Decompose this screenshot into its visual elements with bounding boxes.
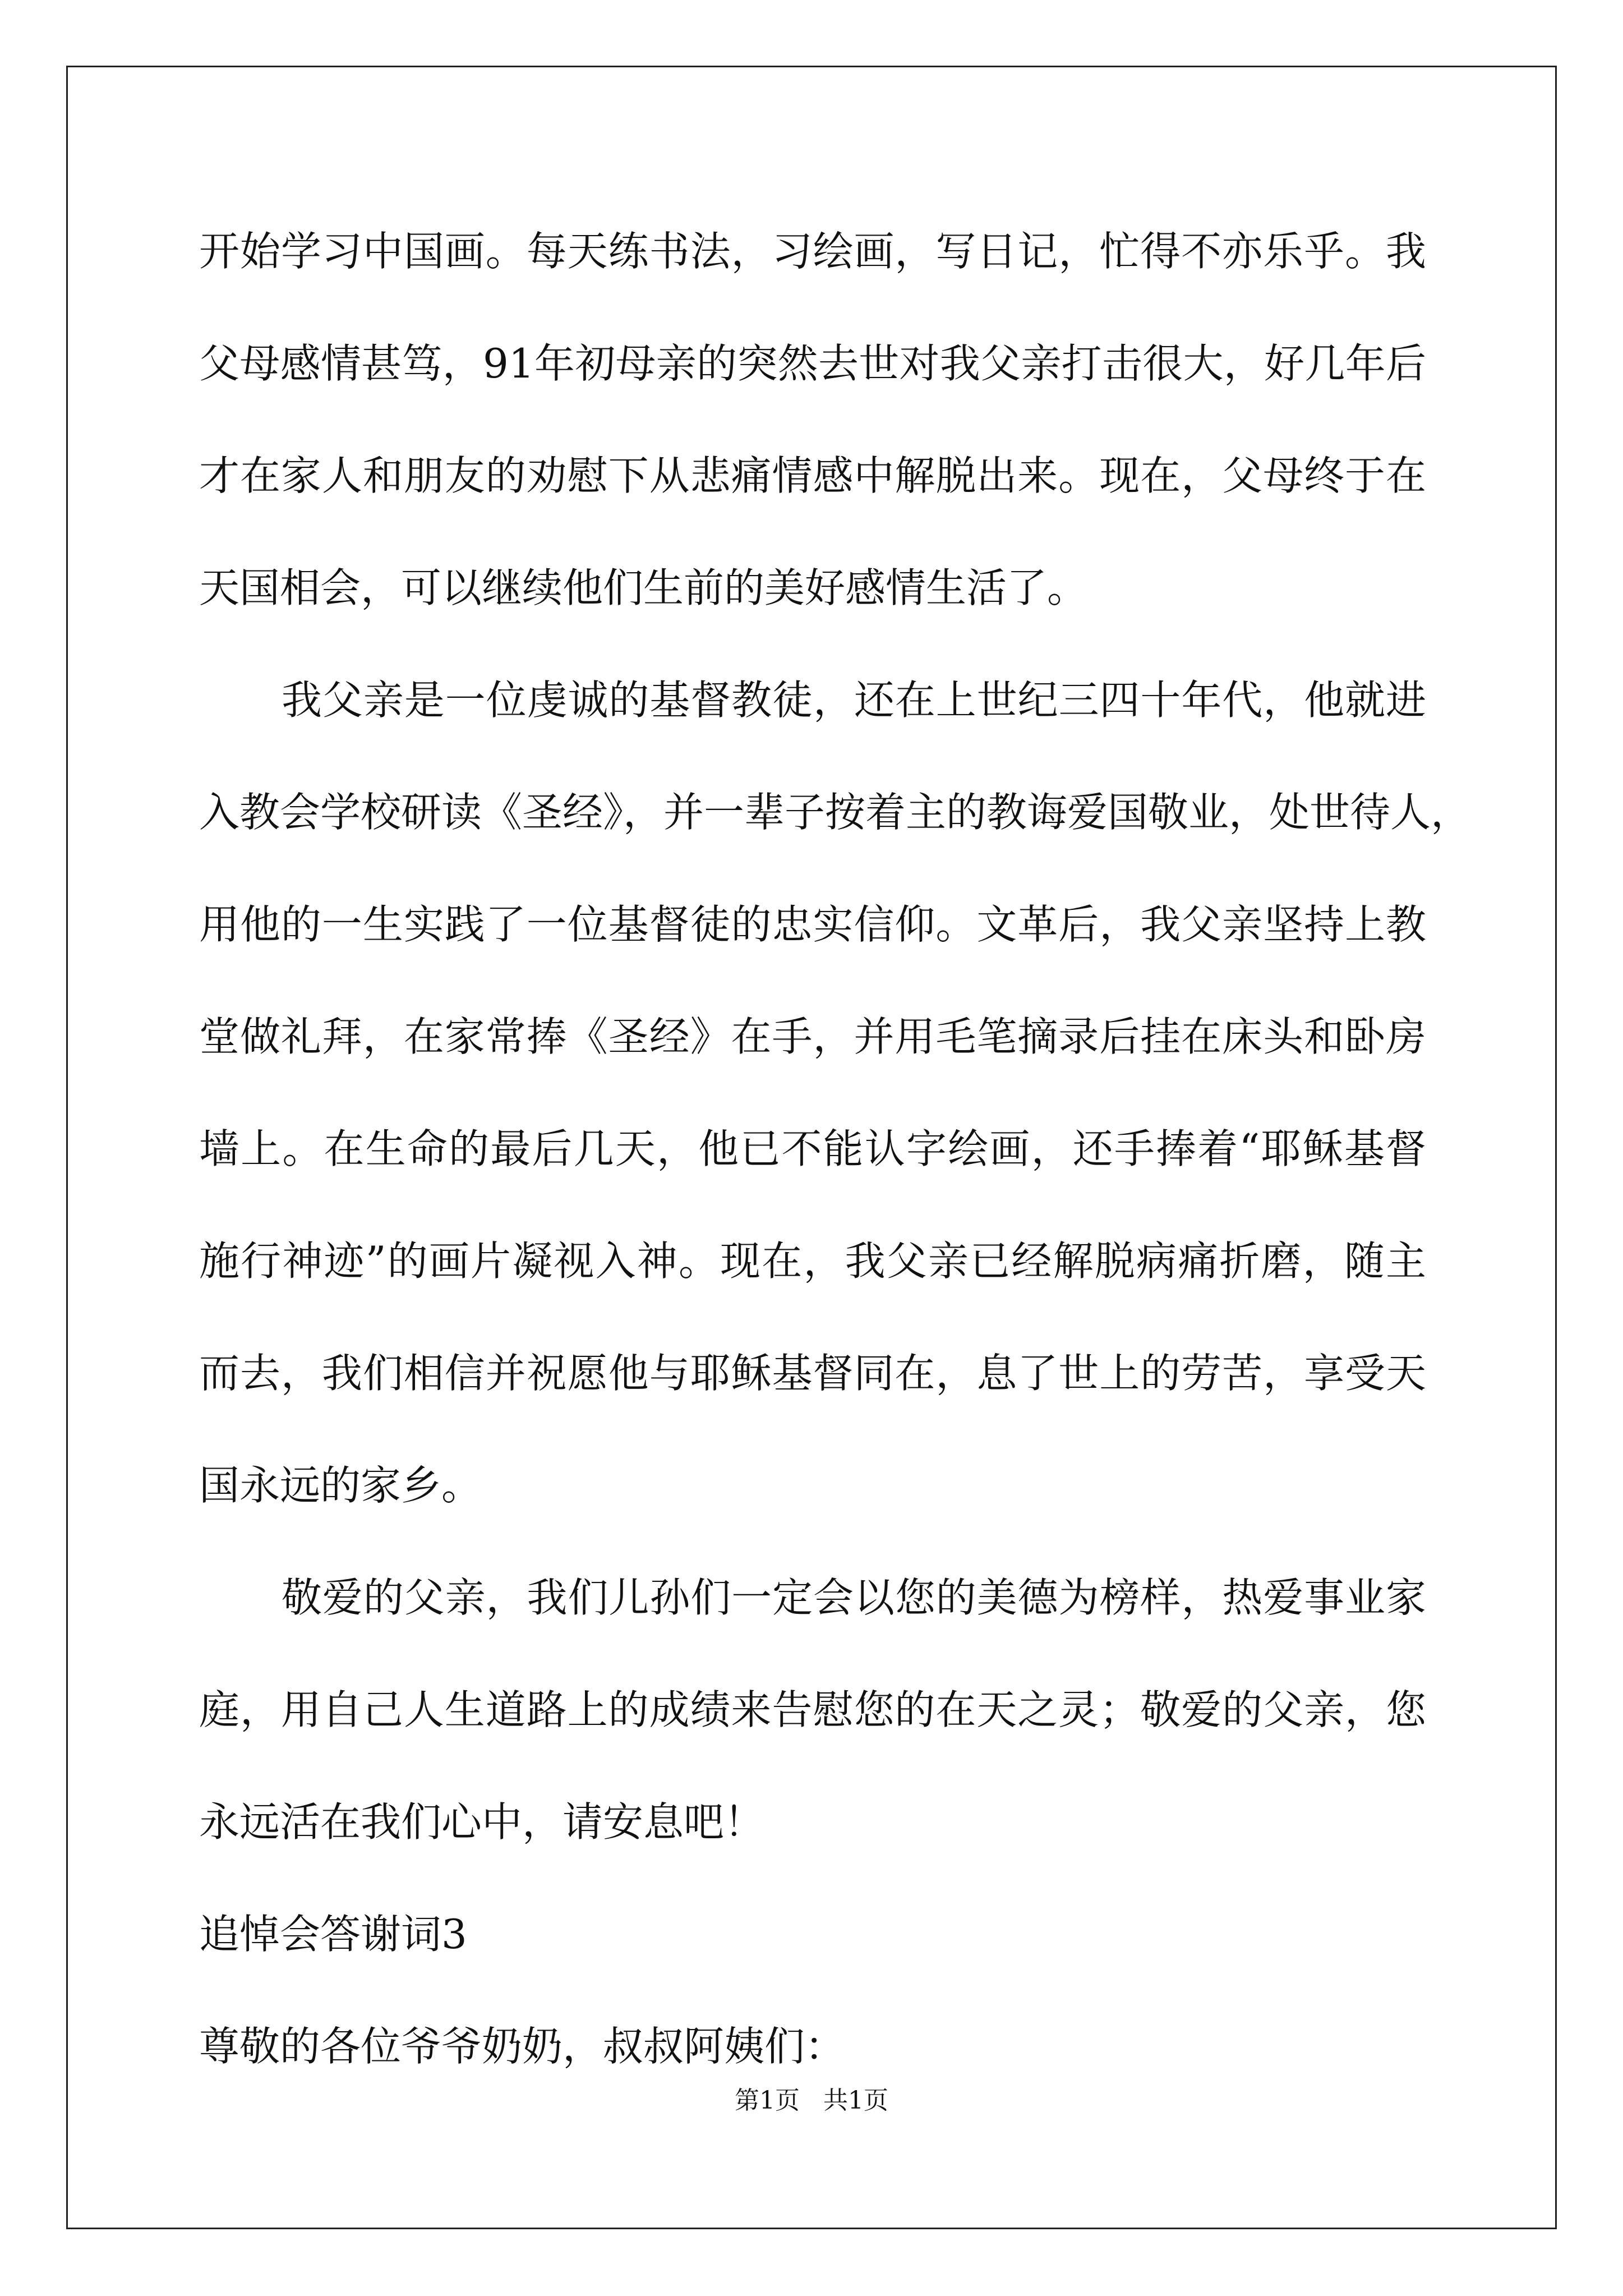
paragraph-line: 而去，我们相信并祝愿他与耶稣基督同在，息了世上的劳苦，享受天 (199, 1350, 1426, 1397)
section-heading: 追悼会答谢词3 (199, 1911, 467, 1958)
page-footer: 第1页 共1页 (735, 2086, 888, 2115)
paragraph-line: 开始学习中国画。每天练书法，习绘画，写日记，忙得不亦乐乎。我 (199, 228, 1426, 275)
paragraph-line: 我父亲是一位虔诚的基督教徒，还在上世纪三四十年代，他就进 (282, 677, 1426, 724)
paragraph-line: 庭，用自己人生道路上的成绩来告慰您的在天之灵；敬爱的父亲，您 (199, 1686, 1426, 1733)
paragraph-line: 国永远的家乡。 (199, 1462, 482, 1509)
paragraph-line: 父母感情甚笃，91年初母亲的突然去世对我父亲打击很大，好几年后 (199, 340, 1426, 387)
salutation-line: 尊敬的各位爷爷奶奶，叔叔阿姨们： (199, 2023, 846, 2070)
paragraph-line: 天国相会，可以继续他们生前的美好感情生活了。 (199, 564, 1088, 611)
paragraph-line: 入教会学校研读《圣经》，并一辈子按着主的教诲爱国敬业，处世待人， (199, 789, 1472, 836)
paragraph-line: 堂做礼拜，在家常捧《圣经》在手，并用毛笔摘录后挂在床头和卧房 (199, 1013, 1426, 1060)
paragraph-line: 用他的一生实践了一位基督徒的忠实信仰。文革后，我父亲坚持上教 (199, 901, 1426, 948)
paragraph-line: 敬爱的父亲，我们儿孙们一定会以您的美德为榜样，热爱事业家 (282, 1574, 1426, 1621)
paragraph-line: 才在家人和朋友的劝慰下从悲痛情感中解脱出来。现在，父母终于在 (199, 452, 1426, 499)
paragraph-line: 永远活在我们心中，请安息吧！ (199, 1798, 765, 1846)
paragraph-line: 墙上。在生命的最后几天，他已不能认字绘画，还手捧着“耶稣基督 (199, 1125, 1426, 1172)
paragraph-line: 施行神迹”的画片凝视入神。现在，我父亲已经解脱病痛折磨，随主 (199, 1237, 1426, 1285)
